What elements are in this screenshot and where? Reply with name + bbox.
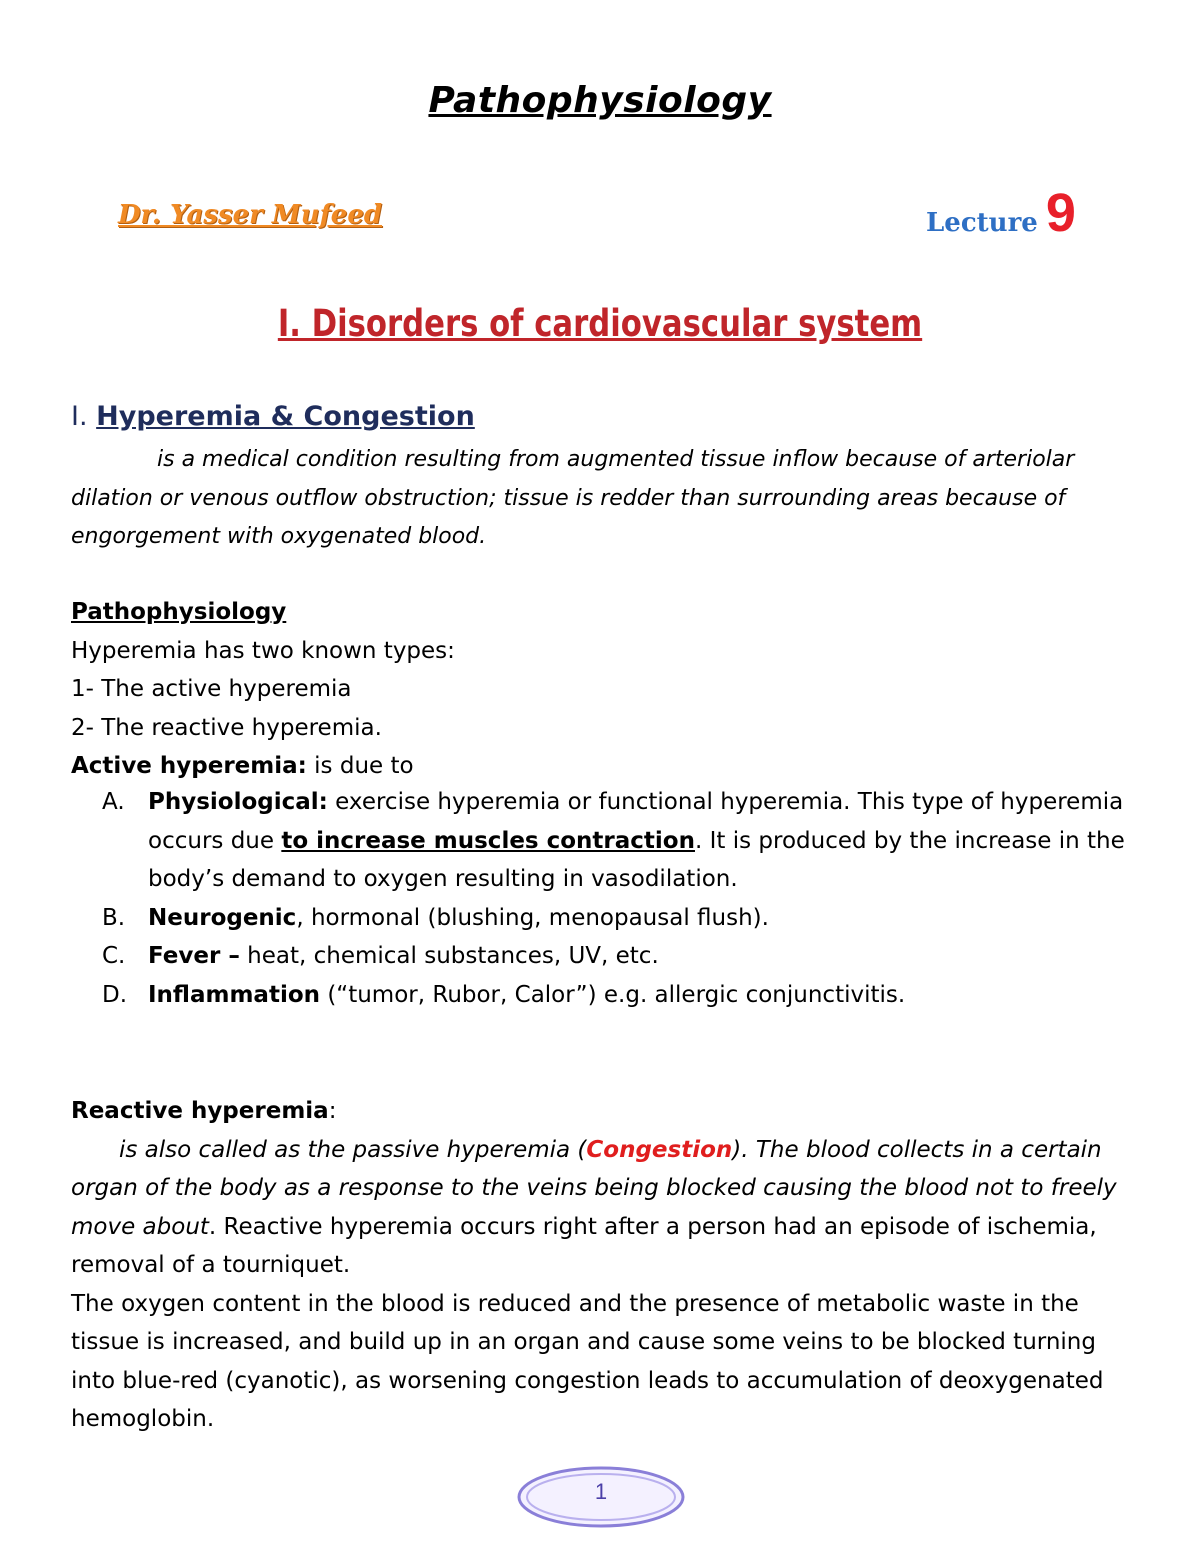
active-causes-list — [102, 783, 1142, 1014]
item-text: , hormonal (blushing, menopausal flush). — [296, 904, 769, 931]
list-marker: B. — [102, 904, 126, 931]
list-item-text — [148, 899, 1142, 938]
item-head: Fever – — [148, 943, 240, 969]
document-title: Pathophysiology — [428, 80, 772, 121]
hyperemia-definition-text: is a medical condition resulting from augmented tissue inflow because of arteriolar dilation or venous outflow obstruction; tissue is redder than surrounding areas because of engorgement with oxygenated blood. — [71, 447, 1075, 549]
lecture-number: 9 — [1045, 183, 1076, 243]
reactive-paragraph-2: The oxygen content in the blood is reduced and the presence of metabolic waste in the tissue is increased, and build up in an organ and cause some veins to be blocked turning into blue-red (cyanotic), as worsening congestion leads to accumulation of deoxygenated hemoglobin. — [71, 1290, 1104, 1432]
list-item — [102, 937, 1142, 976]
section-title: I. Disorders of cardiovascular system — [277, 302, 923, 345]
author-name: Dr. Yasser Mufeed — [118, 200, 383, 230]
type-active: 1- The active hyperemia — [71, 676, 352, 702]
list-item-text — [148, 976, 1142, 1015]
reactive-heading-colon: : — [328, 1098, 337, 1124]
item-text: heat, chemical substances, UV, etc. — [239, 943, 659, 969]
congestion-term: Congestion — [586, 1136, 733, 1163]
pathophysiology-heading: Pathophysiology — [71, 599, 287, 625]
reactive-text-1: . Reactive hyperemia occurs right after a person had an episode of ischemia, removal of a tourniquet. — [71, 1213, 1097, 1278]
hyperemia-definition — [71, 441, 1141, 557]
page-number: 1 — [594, 1479, 608, 1504]
item-text: exercise hyperemia or functional hyperemia. This type of hyperemia occurs due — [148, 789, 1124, 854]
reactive-hyperemia-section — [71, 1092, 1141, 1439]
item-text-cont: . It is produced by the increase in the body’s demand to oxygen resulting in vasodilation. — [148, 827, 1125, 892]
item-head: Physiological: — [148, 789, 328, 815]
item-emphasis: to increase muscles contraction — [281, 827, 695, 854]
active-hyperemia-head: Active hyperemia: — [71, 753, 307, 779]
hyperemia-number: I. — [71, 401, 88, 432]
reactive-heading-line — [71, 1092, 1141, 1131]
reactive-italic-1: is also called as the passive hyperemia ( — [119, 1136, 587, 1163]
item-head: Inflammation — [148, 981, 321, 1008]
list-marker: A. — [102, 789, 125, 815]
list-marker: D. — [102, 981, 128, 1008]
item-text: (“tumor, Rubor, Calor”) e.g. allergic conjunctivitis. — [320, 981, 906, 1008]
type-reactive: 2- The reactive hyperemia. — [71, 714, 382, 741]
lecture-label — [926, 182, 1076, 244]
list-marker: C. — [102, 943, 126, 969]
list-item — [102, 783, 1142, 899]
hyperemia-heading — [71, 398, 1141, 437]
active-hyperemia-tail: is due to — [306, 753, 414, 779]
item-head: Neurogenic — [148, 904, 297, 931]
reactive-italic-2: ). The blood collects in a certain organ of the body as a response to the veins being blocked causing the blood not to freely move about — [71, 1136, 1117, 1240]
hyperemia-heading-label: Hyperemia & Congestion — [96, 401, 475, 432]
list-item-text — [148, 937, 1142, 976]
types-intro: Hyperemia has two known types: — [71, 637, 455, 664]
active-hyperemia-line — [71, 747, 1141, 786]
reactive-heading: Reactive hyperemia — [71, 1098, 329, 1124]
lecture-label-text: Lecture — [926, 208, 1038, 238]
reactive-paragraph — [71, 1131, 1141, 1285]
list-item — [102, 976, 1142, 1015]
pathophysiology-section — [71, 593, 1141, 786]
list-item-text — [148, 783, 1142, 899]
list-item — [102, 899, 1142, 938]
